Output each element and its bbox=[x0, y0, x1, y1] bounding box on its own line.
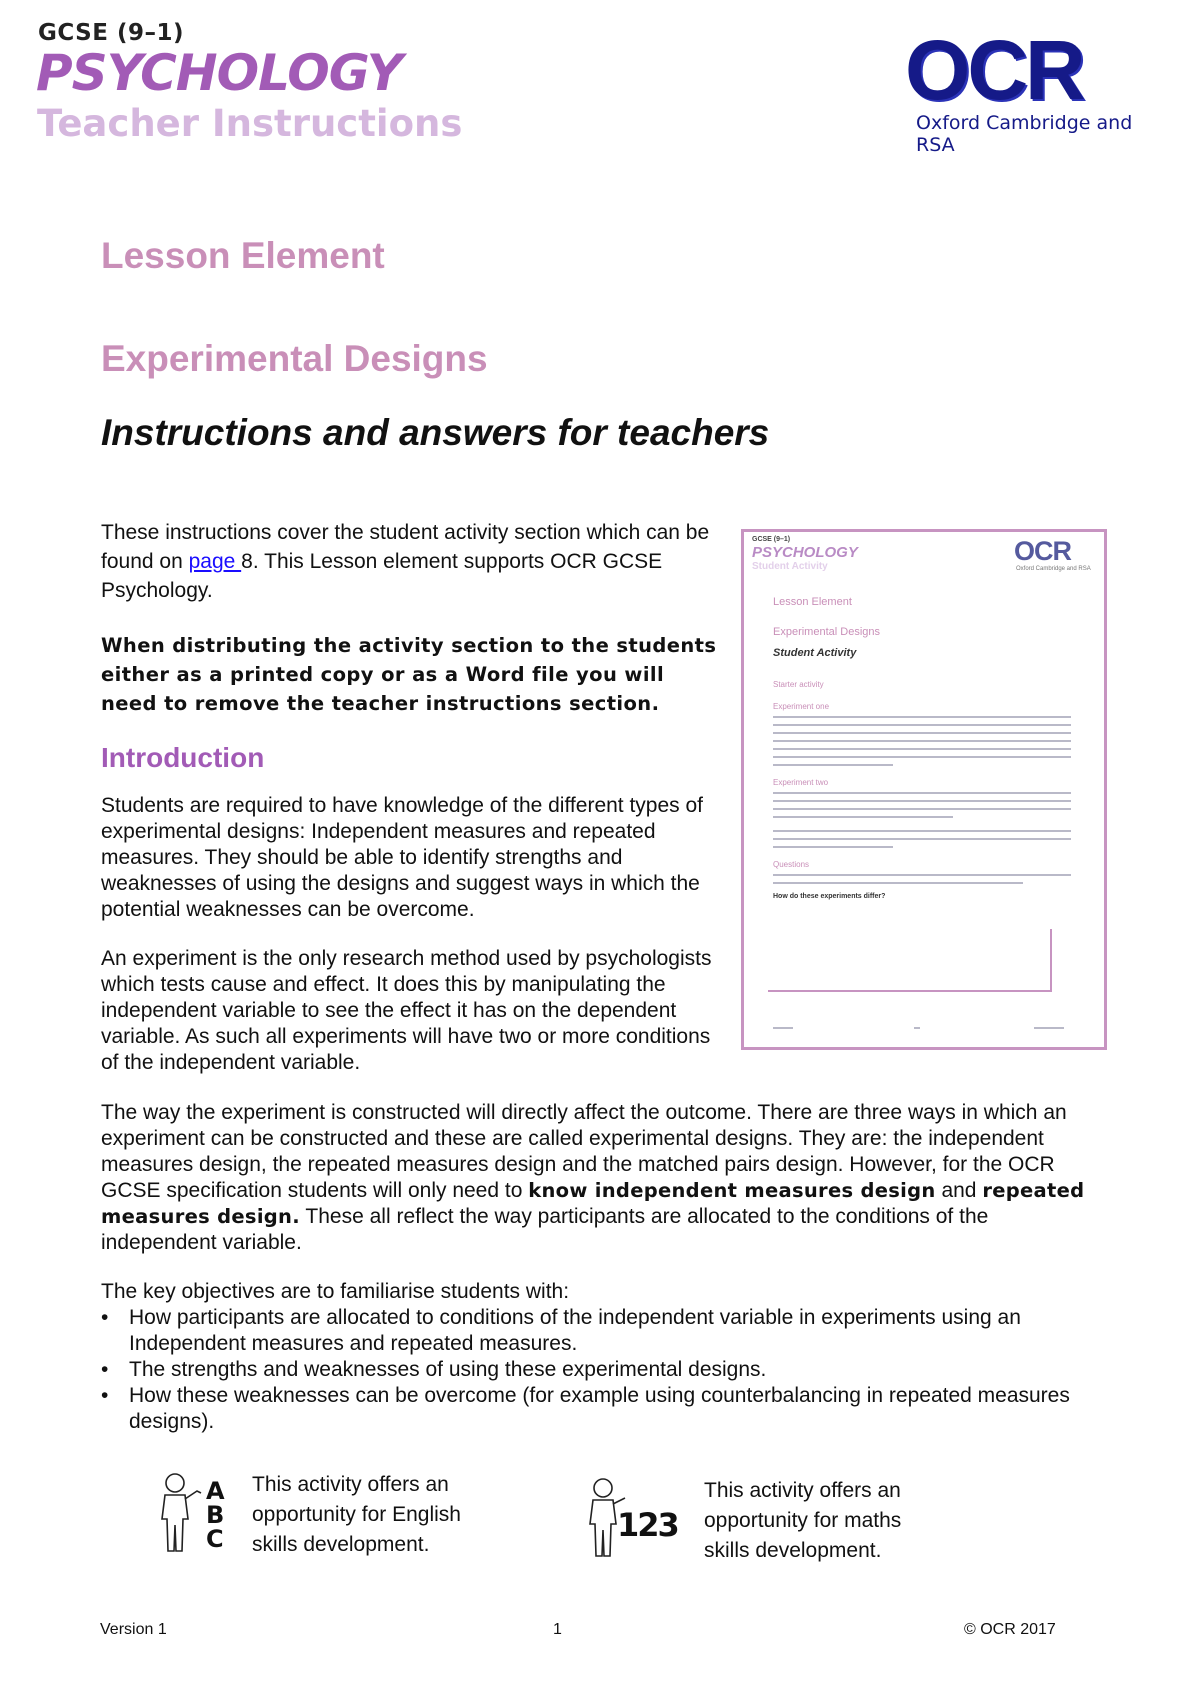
ocr-logo-tagline: Oxford Cambridge and RSA bbox=[916, 112, 1133, 156]
thumb-starter: Starter activity bbox=[773, 680, 824, 689]
para3-bold-1: know independent measures design bbox=[528, 1179, 936, 1202]
topic-title: Experimental Designs bbox=[101, 338, 488, 379]
objectives-block bbox=[101, 1279, 1101, 1435]
thumb-subject: PSYCHOLOGY bbox=[752, 544, 858, 561]
thumb-exp-two: Experiment two bbox=[773, 778, 829, 787]
english-icon-letter-a: A bbox=[206, 1477, 225, 1505]
thumb-exp-one: Experiment one bbox=[773, 702, 830, 711]
thumb-topic: Experimental Designs bbox=[773, 626, 880, 638]
ocr-logo-letters: OCR bbox=[905, 23, 1083, 117]
intro-text-part2: 8. This Lesson element supports OCR GCSE Psychology. bbox=[101, 550, 663, 602]
objective-item: • How participants are allocated to conditions of the independent variable in experiments using an Independent measures and repeated measures. bbox=[101, 1305, 1101, 1357]
intro-text-part1: These instructions cover the student activity section which can be found on bbox=[101, 521, 710, 573]
objectives-lead: The key objectives are to familiarise students with: bbox=[101, 1280, 570, 1303]
thumb-ocr-logo: OCR bbox=[1014, 536, 1071, 566]
english-skills-text: This activity offers an opportunity for English skills development. bbox=[252, 1473, 461, 1556]
para3-bold-2: repeated measures design. bbox=[101, 1179, 1085, 1228]
page-link[interactable]: page bbox=[188, 550, 242, 573]
introduction-heading: Introduction bbox=[101, 742, 265, 773]
thumb-doc-type: Student Activity bbox=[752, 561, 828, 572]
thumb-level: GCSE (9–1) bbox=[752, 536, 791, 543]
footer-page-number: 1 bbox=[553, 1621, 562, 1638]
maths-skills-text: This activity offers an opportunity for maths skills development. bbox=[704, 1479, 902, 1562]
intro-para-3 bbox=[101, 1100, 1101, 1256]
thumb-question-prompt: How do these experiments differ? bbox=[773, 893, 886, 900]
thumb-ocr-tagline: Oxford Cambridge and RSA bbox=[1016, 566, 1091, 572]
maths-icon-digits: 123 bbox=[617, 1506, 678, 1544]
english-skills-icon bbox=[155, 1471, 235, 1553]
page-subtitle: Instructions and answers for teachers bbox=[101, 412, 770, 453]
distribution-notice: When distributing the activity section to the students either as a printed copy or as a Word file you will need to remove the teacher instructions section. bbox=[101, 634, 717, 715]
footer-version: Version 1 bbox=[100, 1621, 167, 1638]
gcse-level-label: GCSE (9–1) bbox=[38, 20, 184, 46]
english-icon-letter-b: B bbox=[206, 1501, 225, 1529]
thumb-questions: Questions bbox=[773, 860, 810, 869]
objective-item: • How these weaknesses can be overcome (for example using counterbalancing in repeated measures designs). bbox=[101, 1383, 1101, 1435]
para3-text-c: These all reflect the way participants are allocated to the conditions of the independent variable. bbox=[101, 1205, 989, 1254]
subject-title: PSYCHOLOGY bbox=[36, 44, 402, 102]
english-icon-letter-c: C bbox=[206, 1525, 224, 1553]
objective-item: • The strengths and weaknesses of using these experimental designs. bbox=[101, 1357, 1101, 1383]
maths-skills-icon bbox=[583, 1476, 683, 1558]
intro-para-1: Students are required to have knowledge of the different types of experimental designs: Independent measures and repeated measures. They should be able to identify strengths and weaknesses of using the designs and suggest ways in which the potential weaknesses can be overcome. bbox=[101, 794, 704, 921]
para3-text-b: and bbox=[935, 1179, 983, 1202]
intro-para-2: An experiment is the only research method used by psychologists which tests cause and effect. It does this by manipulating the independent variable to see the effect it has on the dependent variable. As such all experiments will have two or more conditions of the independent variable. bbox=[101, 947, 712, 1074]
thumb-lesson-element: Lesson Element bbox=[773, 596, 852, 608]
student-activity-thumbnail bbox=[741, 529, 1107, 1050]
lesson-element-title: Lesson Element bbox=[101, 235, 385, 276]
doc-type-label: Teacher Instructions bbox=[37, 102, 463, 145]
footer-copyright: © OCR 2017 bbox=[964, 1621, 1056, 1638]
objectives-list bbox=[101, 1305, 1101, 1435]
intro-paragraph bbox=[101, 518, 711, 605]
para3-text-a: The way the experiment is constructed will directly affect the outcome. There are three ways in which an experiment can be constructed and these are called experimental designs. They are: the independent measures design, the repeated measures design and the matched pairs design. However, for the OCR GCSE specification students will only need to bbox=[101, 1101, 1067, 1202]
thumb-subtitle: Student Activity bbox=[773, 647, 857, 659]
ocr-logo bbox=[905, 23, 1170, 156]
